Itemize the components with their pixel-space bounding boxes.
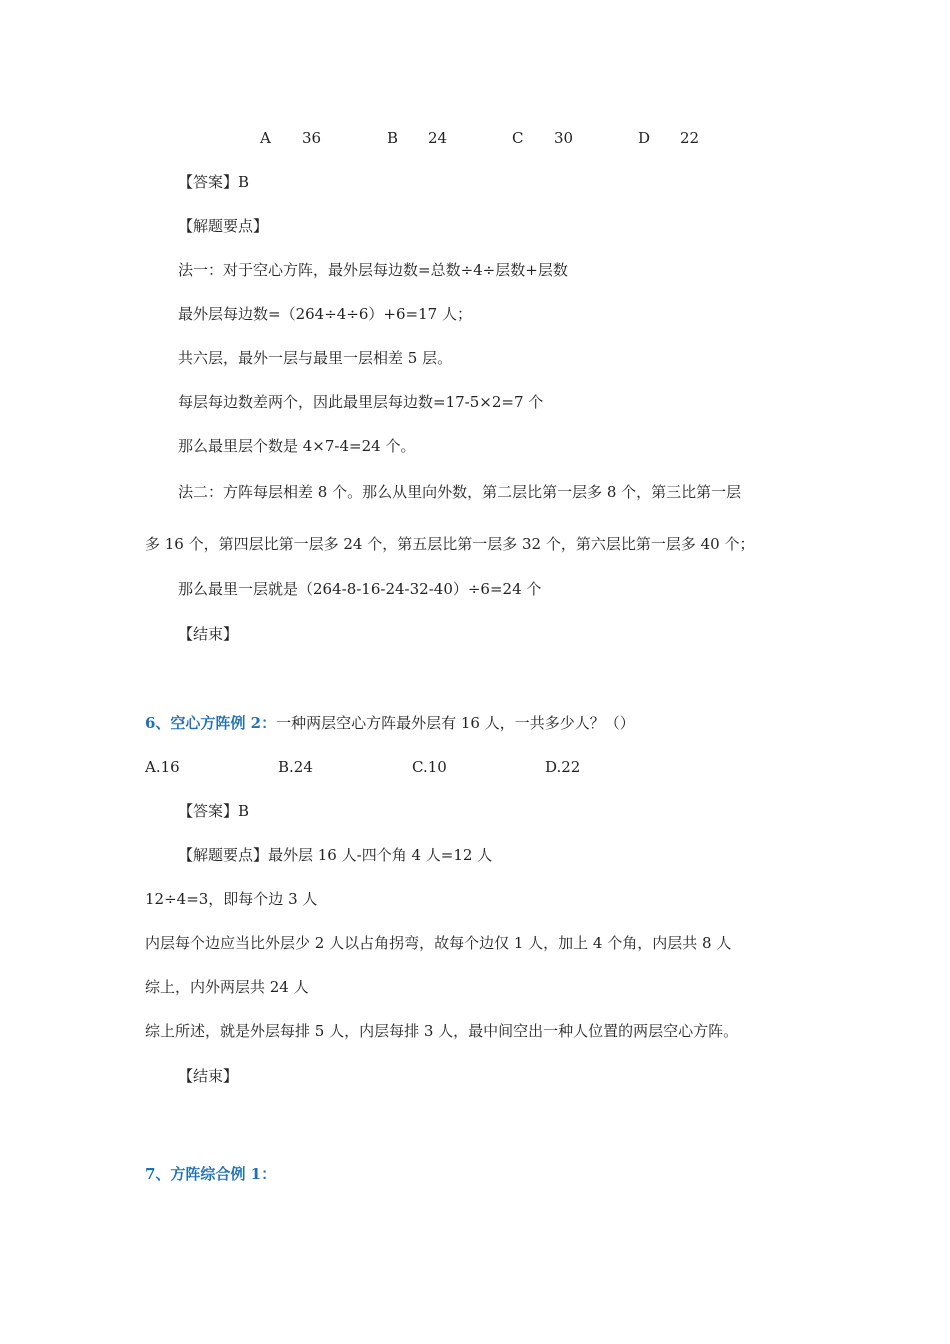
q6-analysis: 【解题要点】最外层 16 人-四个角 4 人=12 人	[178, 846, 493, 864]
option-b-value: 24	[428, 129, 448, 147]
q6-option-a: A.16	[145, 758, 180, 776]
option-d-letter: D	[638, 129, 651, 147]
option-a-letter: A	[260, 129, 271, 147]
q6-line-1: 12÷4=3，即每个边 3 人	[145, 890, 318, 908]
q5-end: 【结束】	[178, 625, 239, 643]
q6-line-3: 综上，内外两层共 24 人	[145, 978, 309, 996]
q5-line-2: 最外层每边数=（264÷4÷6）+6=17 人；	[178, 305, 472, 323]
q5-line-6: 法二：方阵每层相差 8 个。那么从里向外数，第二层比第一层多 8 个，第三比第一层	[178, 483, 742, 501]
q6-line-4: 综上所述，就是外层每排 5 人，内层每排 3 人，最中间空出一种人位置的两层空心方阵。	[145, 1022, 739, 1040]
option-d-value: 22	[680, 129, 700, 147]
q6-line-2: 内层每个边应当比外层少 2 人以占角拐弯，故每个边仅 1 人，加上 4 个角，内层共 8 人	[145, 934, 732, 952]
option-c-letter: C	[512, 129, 524, 147]
option-c-value: 30	[554, 129, 574, 147]
q6-option-c: C.10	[412, 758, 447, 776]
q6-answer: 【答案】B	[178, 802, 250, 820]
q7-heading: 7、方阵综合例 1：	[145, 1165, 277, 1183]
q6-question-line	[145, 713, 635, 733]
q5-answer: 【答案】B	[178, 173, 250, 191]
q5-line-7: 多 16 个，第四层比第一层多 24 个，第五层比第一层多 32 个，第六层比第一层多 40 个；	[145, 535, 755, 553]
q5-line-8: 那么最里一层就是（264-8-16-24-32-40）÷6=24 个	[178, 580, 542, 598]
q6-heading: 6、空心方阵例 2：	[145, 714, 277, 732]
q6-option-d: D.22	[545, 758, 581, 776]
q6-end: 【结束】	[178, 1067, 239, 1085]
q6-question: 一种两层空心方阵最外层有 16 人，一共多少人？（）	[276, 714, 635, 732]
q6-option-b: B.24	[278, 758, 313, 776]
option-b-letter: B	[387, 129, 399, 147]
q5-line-3: 共六层，最外一层与最里一层相差 5 层。	[178, 349, 453, 367]
q5-analysis-title: 【解题要点】	[178, 217, 269, 235]
q5-line-5: 那么最里层个数是 4×7-4=24 个。	[178, 437, 416, 455]
q5-line-1: 法一：对于空心方阵，最外层每边数=总数÷4÷层数+层数	[178, 261, 568, 279]
q5-line-4: 每层每边数差两个，因此最里层每边数=17-5×2=7 个	[178, 393, 544, 411]
option-a-value: 36	[302, 129, 322, 147]
